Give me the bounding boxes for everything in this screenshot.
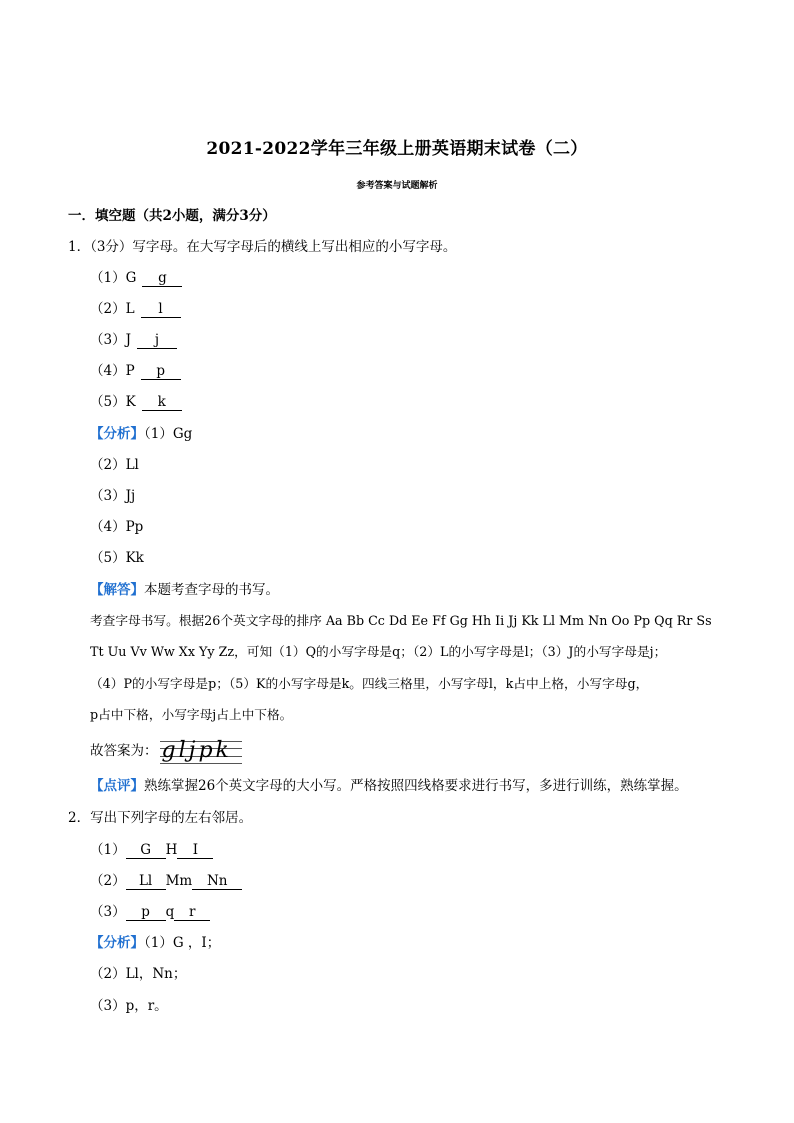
analysis-line: （3）p，r。: [90, 998, 168, 1014]
q1-item: [90, 331, 177, 349]
item-number: （3）: [90, 904, 126, 920]
section-heading: 一．填空题（共2小题，满分3分）: [68, 208, 276, 224]
q1-item: [90, 362, 181, 380]
solution-text: p占中下格，小写字母j占上中下格。: [90, 707, 293, 722]
answer-blank-left: Ll: [126, 873, 166, 890]
uppercase-letter: G: [125, 270, 137, 286]
answer-blank-left: G: [126, 842, 166, 859]
uppercase-letter: K: [125, 394, 136, 410]
handwritten-letters: gljpk: [161, 737, 232, 763]
item-number: （1）: [90, 842, 126, 858]
item-number: （4）: [90, 363, 126, 379]
question-1-stem: 1．（3分）写字母。在大写字母后的横线上写出相应的小写字母。: [68, 239, 457, 255]
analysis-line: （5）Kk: [90, 550, 144, 566]
solution-text: （4）P的小写字母是p；（5）K的小写字母是k。四线三格里，小写字母l，k占中上格，小写字母g，: [90, 676, 649, 691]
analysis-tag: 【分析】: [90, 935, 144, 951]
analysis-line: （4）Pp: [90, 519, 144, 535]
uppercase-letter: J: [125, 332, 132, 348]
solution-intro: 本题考查字母的书写。: [144, 582, 279, 598]
analysis-text: （1）G ，I；: [144, 935, 221, 951]
answer-blank: g: [142, 270, 182, 287]
comment-text: 熟练掌握26个英文字母的大小写。严格按照四线格要求进行书写，多进行训练，熟练掌握。: [144, 778, 688, 794]
comment-tag: 【点评】: [90, 778, 144, 794]
item-number: （2）: [90, 873, 126, 889]
uppercase-letter: L: [125, 301, 135, 317]
answer-blank: l: [141, 301, 181, 318]
four-line-grid: [160, 739, 242, 765]
analysis-line: （2）Ll，Nn；: [90, 966, 187, 982]
analysis-tag: 【分析】: [90, 426, 144, 442]
page-subtitle: 参考答案与试题解析: [356, 181, 438, 191]
solution-text: Tt Uu Vv Ww Xx Yy Zz，可知（1）Q的小写字母是q；（2）L的小写字母是l；（3）J的小写字母是j；: [90, 644, 667, 659]
analysis-line: [90, 425, 192, 443]
solution-tag: 【解答】: [90, 582, 144, 598]
solution-line: [90, 581, 279, 599]
question-2-stem: 2．写出下列字母的左右邻居。: [68, 810, 253, 826]
comment-line: [90, 777, 688, 795]
item-number: （5）: [90, 394, 126, 410]
q1-item: [90, 393, 182, 411]
analysis-line: （2）Ll: [90, 457, 139, 473]
analysis-line: [90, 934, 220, 952]
q1-item: [90, 300, 181, 318]
given-letter: H: [165, 842, 178, 858]
q2-item: [90, 841, 213, 859]
q2-item: [90, 872, 242, 890]
analysis-line: （3）Jj: [90, 488, 136, 504]
answer-blank: k: [142, 394, 182, 411]
answer-blank: p: [141, 363, 181, 380]
analysis-text: （1）Gg: [144, 426, 193, 442]
answer-blank: j: [137, 332, 177, 349]
answer-blank-left: p: [126, 904, 166, 921]
given-letter: q: [165, 904, 175, 920]
page-title: 2021-2022学年三年级上册英语期末试卷（二）: [206, 139, 588, 159]
item-number: （3）: [90, 332, 126, 348]
given-letter: Mm: [165, 873, 193, 889]
q2-item: [90, 903, 210, 921]
final-answer-label: 故答案为：: [90, 743, 158, 759]
uppercase-letter: P: [125, 363, 135, 379]
item-number: （1）: [90, 270, 126, 286]
item-number: （2）: [90, 301, 126, 317]
q1-item: [90, 269, 182, 287]
answer-blank-right: r: [174, 904, 210, 921]
answer-blank-right: I: [177, 842, 213, 859]
final-answer-line: [90, 738, 242, 765]
solution-text: 考查字母书写。根据26个英文字母的排序 Aa Bb Cc Dd Ee Ff Gg Hh Ii Jj Kk Ll Mm Nn Oo Pp Qq Rr Ss: [90, 613, 712, 628]
answer-blank-right: Nn: [192, 873, 242, 890]
